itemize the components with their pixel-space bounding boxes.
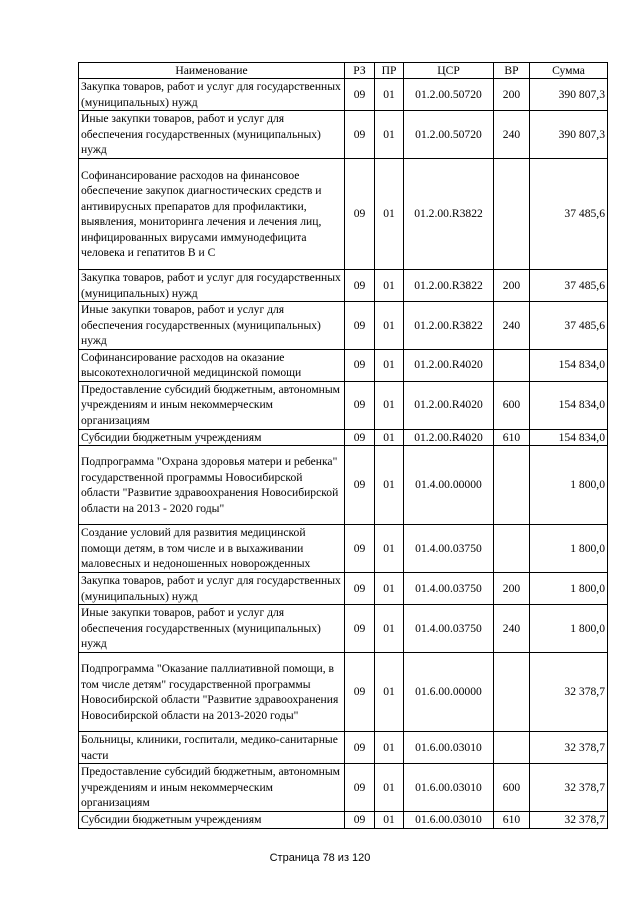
cell-csr: 01.2.00.R3822: [404, 270, 494, 302]
cell-csr: 01.4.00.03750: [404, 605, 494, 653]
cell-pr: 01: [375, 653, 404, 732]
cell-vr: [494, 653, 530, 732]
cell-csr: 01.2.00.50720: [404, 111, 494, 159]
cell-vr: 200: [494, 573, 530, 605]
table-row: [79, 446, 608, 525]
cell-name: Иные закупки товаров, работ и услуг для обеспечения государственных (муниципальных) нужд: [79, 605, 345, 653]
cell-csr: 01.6.00.03010: [404, 732, 494, 764]
cell-pr: 01: [375, 302, 404, 350]
cell-vr: 600: [494, 381, 530, 429]
cell-rz: 09: [345, 79, 375, 111]
cell-pr: 01: [375, 429, 404, 446]
cell-name: Больницы, клиники, госпитали, медико-санитарные части: [79, 732, 345, 764]
cell-pr: 01: [375, 381, 404, 429]
budget-table: [78, 62, 608, 829]
cell-pr: 01: [375, 159, 404, 270]
cell-rz: 09: [345, 446, 375, 525]
cell-name: Закупка товаров, работ и услуг для государственных (муниципальных) нужд: [79, 79, 345, 111]
header-pr: ПР: [375, 63, 404, 79]
cell-csr: 01.6.00.00000: [404, 653, 494, 732]
table-row: [79, 429, 608, 446]
cell-rz: 09: [345, 159, 375, 270]
table-row: [79, 302, 608, 350]
cell-rz: 09: [345, 732, 375, 764]
cell-vr: [494, 349, 530, 381]
cell-vr: 200: [494, 79, 530, 111]
cell-sum: 32 378,7: [530, 812, 608, 829]
cell-vr: [494, 525, 530, 573]
cell-vr: 240: [494, 111, 530, 159]
cell-vr: [494, 159, 530, 270]
cell-sum: 32 378,7: [530, 653, 608, 732]
cell-csr: 01.2.00.50720: [404, 79, 494, 111]
cell-pr: 01: [375, 270, 404, 302]
table-row: [79, 111, 608, 159]
cell-vr: [494, 732, 530, 764]
cell-csr: 01.2.00.R3822: [404, 302, 494, 350]
cell-name: Иные закупки товаров, работ и услуг для обеспечения государственных (муниципальных) нужд: [79, 302, 345, 350]
header-sum: Сумма: [530, 63, 608, 79]
page-number: Страница 78 из 120: [269, 852, 371, 864]
cell-csr: 01.2.00.R4020: [404, 349, 494, 381]
cell-rz: 09: [345, 812, 375, 829]
cell-sum: 32 378,7: [530, 764, 608, 812]
cell-pr: 01: [375, 349, 404, 381]
cell-csr: 01.4.00.03750: [404, 573, 494, 605]
cell-rz: 09: [345, 381, 375, 429]
cell-sum: 1 800,0: [530, 605, 608, 653]
cell-sum: 154 834,0: [530, 381, 608, 429]
cell-rz: 09: [345, 302, 375, 350]
cell-csr: 01.2.00.R3822: [404, 159, 494, 270]
cell-name: Иные закупки товаров, работ и услуг для обеспечения государственных (муниципальных) нужд: [79, 111, 345, 159]
cell-pr: 01: [375, 812, 404, 829]
cell-sum: 37 485,6: [530, 159, 608, 270]
cell-vr: 610: [494, 812, 530, 829]
cell-name: Подпрограмма "Охрана здоровья матери и ребенка" государственной программы Новосибирской области "Развитие здравоохранения Новосибирской области на 2013 - 2020 годы": [79, 446, 345, 525]
cell-name: Подпрограмма "Оказание паллиативной помощи, в том числе детям" государственной программы Новосибирской области "Развитие здравоохранения Новосибирской области на 2013-2020 годы": [79, 653, 345, 732]
cell-csr: 01.6.00.03010: [404, 812, 494, 829]
table-row: [79, 764, 608, 812]
cell-vr: 240: [494, 605, 530, 653]
cell-sum: 37 485,6: [530, 302, 608, 350]
cell-rz: 09: [345, 429, 375, 446]
cell-csr: 01.2.00.R4020: [404, 429, 494, 446]
cell-sum: 37 485,6: [530, 270, 608, 302]
cell-pr: 01: [375, 79, 404, 111]
cell-rz: 09: [345, 525, 375, 573]
table-row: [79, 159, 608, 270]
cell-pr: 01: [375, 764, 404, 812]
cell-rz: 09: [345, 111, 375, 159]
table-row: [79, 732, 608, 764]
cell-vr: 200: [494, 270, 530, 302]
cell-pr: 01: [375, 605, 404, 653]
cell-csr: 01.4.00.03750: [404, 525, 494, 573]
cell-vr: 610: [494, 429, 530, 446]
table-row: [79, 653, 608, 732]
cell-name: Софинансирование расходов на оказание высокотехнологичной медицинской помощи: [79, 349, 345, 381]
header-rz: РЗ: [345, 63, 375, 79]
table-row: [79, 605, 608, 653]
table-row: [79, 270, 608, 302]
cell-name: Субсидии бюджетным учреждениям: [79, 429, 345, 446]
cell-vr: 240: [494, 302, 530, 350]
table-row: [79, 79, 608, 111]
cell-sum: 32 378,7: [530, 732, 608, 764]
cell-rz: 09: [345, 605, 375, 653]
cell-sum: 390 807,3: [530, 79, 608, 111]
cell-pr: 01: [375, 573, 404, 605]
cell-name: Закупка товаров, работ и услуг для государственных (муниципальных) нужд: [79, 573, 345, 605]
cell-sum: 1 800,0: [530, 525, 608, 573]
cell-rz: 09: [345, 764, 375, 812]
cell-rz: 09: [345, 653, 375, 732]
table-row: [79, 573, 608, 605]
cell-vr: [494, 446, 530, 525]
cell-csr: 01.4.00.00000: [404, 446, 494, 525]
header-name: Наименование: [79, 63, 345, 79]
cell-pr: 01: [375, 525, 404, 573]
cell-name: Субсидии бюджетным учреждениям: [79, 812, 345, 829]
cell-pr: 01: [375, 111, 404, 159]
cell-sum: 154 834,0: [530, 349, 608, 381]
header-csr: ЦСР: [404, 63, 494, 79]
header-vr: ВР: [494, 63, 530, 79]
cell-name: Создание условий для развития медицинской помощи детям, в том числе и в выхаживании маловесных и недоношенных новорожденных: [79, 525, 345, 573]
table-row: [79, 812, 608, 829]
table-header-row: [79, 63, 608, 79]
table-row: [79, 525, 608, 573]
cell-vr: 600: [494, 764, 530, 812]
table-row: [79, 381, 608, 429]
cell-sum: 390 807,3: [530, 111, 608, 159]
cell-csr: 01.2.00.R4020: [404, 381, 494, 429]
cell-name: Предоставление субсидий бюджетным, автономным учреждениям и иным некоммерческим организациям: [79, 381, 345, 429]
cell-pr: 01: [375, 732, 404, 764]
cell-rz: 09: [345, 573, 375, 605]
cell-name: Предоставление субсидий бюджетным, автономным учреждениям и иным некоммерческим организациям: [79, 764, 345, 812]
cell-rz: 09: [345, 270, 375, 302]
cell-name: Софинансирование расходов на финансовое обеспечение закупок диагностических средств и антивирусных препаратов для профилактики, выявления, мониторинга лечения и лечения лиц, инфицированных вирусами иммунодефицита человека и гепатитов В и С: [79, 159, 345, 270]
cell-sum: 1 800,0: [530, 446, 608, 525]
table-row: [79, 349, 608, 381]
cell-csr: 01.6.00.03010: [404, 764, 494, 812]
cell-sum: 154 834,0: [530, 429, 608, 446]
cell-sum: 1 800,0: [530, 573, 608, 605]
cell-name: Закупка товаров, работ и услуг для государственных (муниципальных) нужд: [79, 270, 345, 302]
cell-rz: 09: [345, 349, 375, 381]
cell-pr: 01: [375, 446, 404, 525]
